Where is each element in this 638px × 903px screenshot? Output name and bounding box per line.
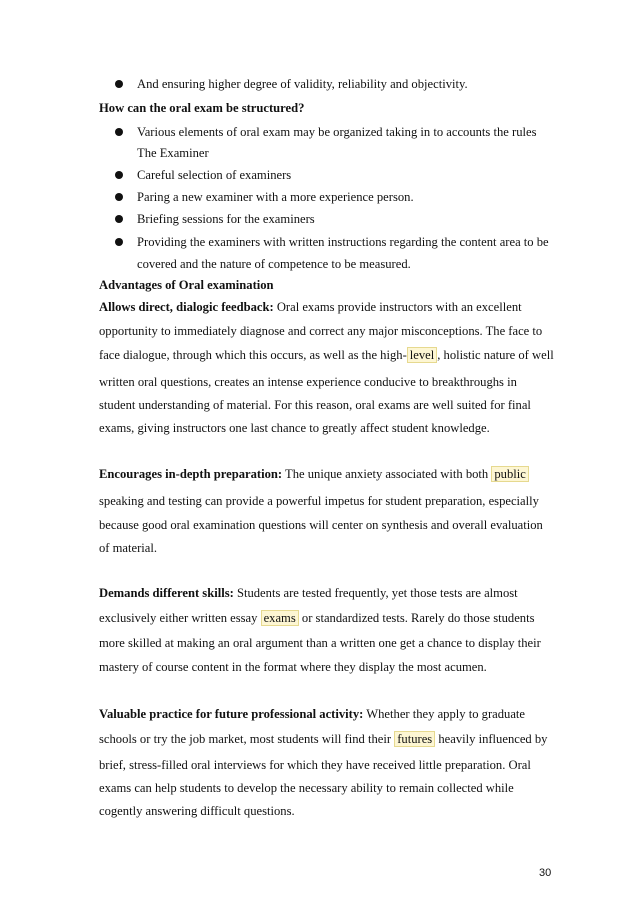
list-item: Paring a new examiner with a more experience person.: [137, 190, 414, 204]
paragraph-line: exams can help students to develop the necessary ability to remain collected while: [99, 781, 514, 795]
highlighted-word: level: [407, 347, 437, 363]
highlighted-word: exams: [261, 610, 299, 626]
paragraph-line: [99, 466, 529, 482]
advantages-heading: Advantages of Oral examination: [99, 278, 274, 292]
text-span: or standardized tests. Rarely do those students: [298, 611, 535, 625]
paragraph-line: more skilled at making an oral argument than a written one get a chance to display their: [99, 636, 541, 650]
highlighted-word: futures: [394, 731, 435, 747]
paragraph-line: [99, 731, 547, 747]
paragraph-line: because good oral examination questions will center on synthesis and overall evaluation: [99, 518, 543, 532]
text-span: exclusively either written essay: [99, 611, 261, 625]
text-span: The unique anxiety associated with both: [282, 467, 492, 481]
paragraph-line: of material.: [99, 541, 158, 555]
list-item: Briefing sessions for the examiners: [137, 212, 315, 226]
paragraph-line: [99, 610, 535, 626]
paragraph-title: Allows direct, dialogic feedback:: [99, 300, 274, 314]
list-item: Providing the examiners with written instructions regarding the content area to be: [137, 235, 549, 249]
paragraph-line: exams, giving instructors one last chance to greatly affect student knowledge.: [99, 421, 490, 435]
paragraph-title: Valuable practice for future professional activity:: [99, 707, 364, 721]
bullet-icon: [115, 193, 123, 201]
paragraph-line: speaking and testing can provide a powerful impetus for student preparation, especially: [99, 494, 539, 508]
text-span: Whether they apply to graduate: [363, 707, 526, 721]
list-item-continuation: covered and the nature of competence to be measured.: [137, 257, 411, 271]
paragraph-line: mastery of course content in the format where they display the most acumen.: [99, 660, 487, 674]
paragraph-line: opportunity to immediately diagnose and correct any major misconceptions. The face to: [99, 324, 543, 338]
paragraph-title: Encourages in-depth preparation:: [99, 467, 283, 481]
bullet-icon: [115, 215, 123, 223]
paragraph-line: [99, 706, 525, 722]
text-span: face dialogue, through which this occurs, as well as the high-: [99, 348, 407, 362]
list-item: Various elements of oral exam may be organized taking in to accounts the rules: [137, 125, 537, 139]
paragraph-line: [99, 585, 518, 601]
text-span: , holistic nature of well: [437, 348, 554, 362]
bullet-icon: [115, 128, 123, 136]
bullet-icon: [115, 171, 123, 179]
paragraph-line: [99, 299, 522, 315]
bullet-text: And ensuring higher degree of validity, reliability and objectivity.: [137, 77, 468, 91]
highlighted-word: public: [491, 466, 528, 482]
paragraph-line: written oral questions, creates an intense experience conducive to breakthroughs in: [99, 375, 517, 389]
bullet-icon: [115, 238, 123, 246]
structure-heading: How can the oral exam be structured?: [99, 101, 305, 115]
bullet-icon: [115, 80, 123, 88]
text-span: schools or try the job market, most students will find their: [99, 732, 395, 746]
text-span: Students are tested frequently, yet those tests are almost: [233, 586, 518, 600]
text-span: Oral exams provide instructors with an excellent: [273, 300, 522, 314]
paragraph-line: student understanding of material. For this reason, oral exams are well suited for final: [99, 398, 531, 412]
paragraph-line: cogently answering difficult questions.: [99, 804, 295, 818]
list-item-continuation: The Examiner: [137, 146, 209, 160]
paragraph-line: [99, 347, 554, 363]
page-number: 30: [539, 867, 552, 879]
paragraph-line: brief, stress-filled oral interviews for which they have received little preparation. Oral: [99, 758, 531, 772]
list-item: Careful selection of examiners: [137, 168, 292, 182]
paragraph-title: Demands different skills:: [99, 586, 234, 600]
text-span: heavily influenced by: [435, 732, 548, 746]
